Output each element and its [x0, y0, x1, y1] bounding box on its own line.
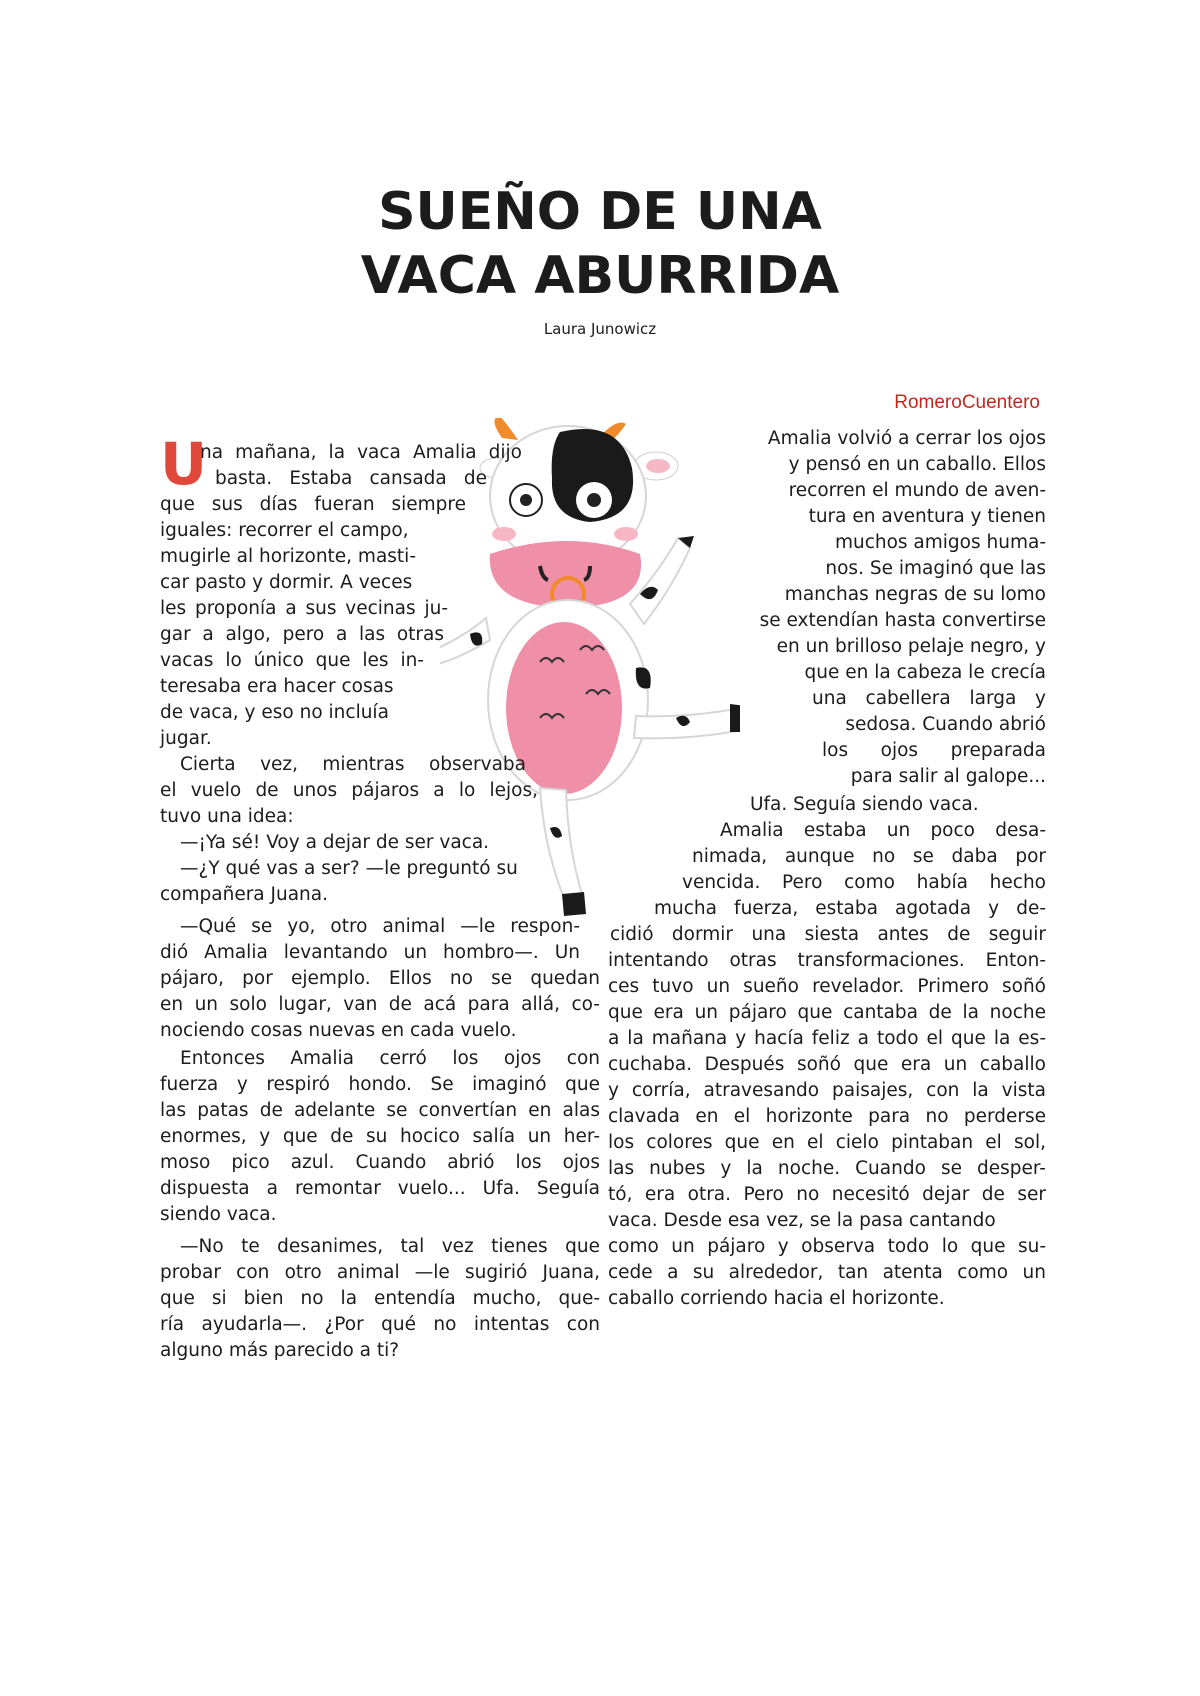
left-column-line: alguno más parecido a ti?: [160, 1340, 400, 1361]
left-column-line: les proponía a sus vecinas ju-: [160, 598, 448, 619]
left-column-line: car pasto y dormir. A veces: [160, 572, 413, 593]
left-column-line: —¿Y qué vas a ser? —le preguntó su: [180, 858, 518, 879]
right-column-line: recorren el mundo de aven-: [788, 480, 1046, 501]
right-column-line: Ufa. Seguía siendo vaca.: [750, 794, 979, 815]
right-column-line: que en la cabeza le crecía: [804, 662, 1046, 683]
left-column-line: fuerza y respiró hondo. Se imaginó que: [160, 1074, 600, 1095]
right-column-line: caballo corriendo hacia el horizonte.: [608, 1288, 945, 1309]
left-column-line: vacas lo único que les in-: [160, 650, 424, 671]
right-column-line: Amalia estaba un poco desa-: [720, 820, 1046, 841]
left-column-line: basta. Estaba cansada de: [215, 468, 487, 489]
left-column-line: —¡Ya sé! Voy a dejar de ser vaca.: [180, 832, 490, 853]
right-column-line: sedosa. Cuando abrió: [845, 714, 1046, 735]
right-column-line: vaca. Desde esa vez, se la pasa cantando: [608, 1210, 996, 1231]
right-column-line: cidió dormir una siesta antes de seguir: [610, 924, 1046, 945]
left-column-line: probar con otro animal —le sugirió Juana,: [160, 1262, 600, 1283]
right-column-line: Amalia volvió a cerrar los ojos: [767, 428, 1046, 449]
watermark: RomeroCuentero: [894, 392, 1040, 413]
left-column-line: que si bien no la entendía mucho, que-: [160, 1288, 600, 1309]
cow-muzzle: [490, 541, 641, 608]
right-column-line: como un pájaro y observa todo lo que su-: [608, 1236, 1046, 1257]
left-column-line: dispuesta a remontar vuelo... Ufa. Seguía: [160, 1178, 600, 1199]
right-column-line: tó, era otra. Pero no necesitó dejar de ser: [608, 1184, 1046, 1205]
right-column-line: una cabellera larga y: [812, 688, 1046, 709]
right-column-line: muchos amigos huma-: [834, 532, 1046, 553]
right-column-line: nimada, aunque no se daba por: [692, 846, 1046, 867]
left-column-line: —Qué se yo, otro animal —le respon-: [180, 916, 580, 937]
left-column-line: compañera Juana.: [160, 884, 328, 905]
right-column-line: cuchaba. Después soñó que era un caballo: [608, 1054, 1046, 1075]
left-column-line: enormes, y que de su hocico salía un her-: [160, 1126, 600, 1147]
right-column-line: y corría, atravesando paisajes, con la vista: [608, 1080, 1046, 1101]
left-column-line: el vuelo de unos pájaros a lo lejos,: [160, 780, 538, 801]
left-column-line: iguales: recorrer el campo,: [160, 520, 409, 541]
left-column-line: jugar.: [160, 728, 212, 749]
left-column-line: nociendo cosas nuevas en cada vuelo.: [160, 1020, 517, 1041]
drop-cap: U: [160, 430, 208, 498]
right-column-line: manchas negras de su lomo: [784, 584, 1046, 605]
left-column-line: gar a algo, pero a las otras: [160, 624, 444, 645]
right-column-line: se extendían hasta convertirse: [759, 610, 1046, 631]
left-column-line: las patas de adelante se convertían en alas: [160, 1100, 600, 1121]
right-column-line: y pensó en un caballo. Ellos: [788, 454, 1046, 475]
right-column-line: tura en aventura y tienen: [808, 506, 1046, 527]
right-column-line: para salir al galope...: [850, 766, 1046, 787]
right-column-line: ces tuvo un sueño revelador. Primero soñó: [608, 976, 1046, 997]
right-column-line: que era un pájaro que cantaba de la noche: [608, 1002, 1046, 1023]
left-column-line: siendo vaca.: [160, 1204, 277, 1225]
left-column-line: Entonces Amalia cerró los ojos con: [180, 1048, 600, 1069]
left-column-line: moso pico azul. Cuando abrió los ojos: [160, 1152, 600, 1173]
right-column-line: a la mañana y hacía feliz a todo el que la es-: [608, 1028, 1046, 1049]
right-column-line: vencida. Pero como había hecho: [682, 872, 1046, 893]
left-column-line: de vaca, y eso no incluía: [160, 702, 389, 723]
left-column-line: que sus días fueran siempre: [160, 494, 466, 515]
left-column-line: ría ayudarla—. ¿Por qué no intentas con: [160, 1314, 600, 1335]
right-column-line: nos. Se imaginó que las: [825, 558, 1046, 579]
left-column-line: —No te desanimes, tal vez tienes que: [180, 1236, 600, 1257]
author-name: Laura Junowicz: [543, 320, 657, 338]
left-column-line: teresaba era hacer cosas: [160, 676, 394, 697]
right-column-line: clavada en el horizonte para no perderse: [608, 1106, 1046, 1127]
right-column-line: cede a su alrededor, tan atenta como un: [608, 1262, 1046, 1283]
left-column-line: Cierta vez, mientras observaba: [180, 754, 526, 775]
title-line-2: VACA ABURRIDA: [360, 246, 840, 306]
left-column-line: na mañana, la vaca Amalia dijo: [200, 442, 522, 463]
left-column-line: dió Amalia levantando un hombro—. Un: [160, 942, 580, 963]
right-column-line: mucha fuerza, estaba agotada y de-: [654, 898, 1046, 919]
left-column-line: pájaro, por ejemplo. Ellos no se quedan: [160, 968, 600, 989]
story-title: [300, 180, 900, 308]
left-column-line: en un solo lugar, van de acá para allá, co-: [160, 994, 600, 1015]
cow-arm-right: [630, 538, 690, 624]
right-column-line: intentando otras transformaciones. Enton-: [608, 950, 1046, 971]
left-column-line: tuvo una idea:: [160, 806, 294, 827]
cow-arm-left: [440, 618, 490, 668]
title-line-1: SUEÑO DE UNA: [378, 182, 822, 242]
left-column-line: mugirle al horizonte, masti-: [160, 546, 417, 567]
right-column-line: en un brilloso pelaje negro, y: [776, 636, 1046, 657]
cow-horn-left: [494, 418, 518, 440]
right-column-line: los colores que en el cielo pintaban el sol,: [608, 1132, 1046, 1153]
right-column-line: las nubes y la noche. Cuando se desper-: [608, 1158, 1046, 1179]
right-column-line: los ojos preparada: [822, 740, 1046, 761]
